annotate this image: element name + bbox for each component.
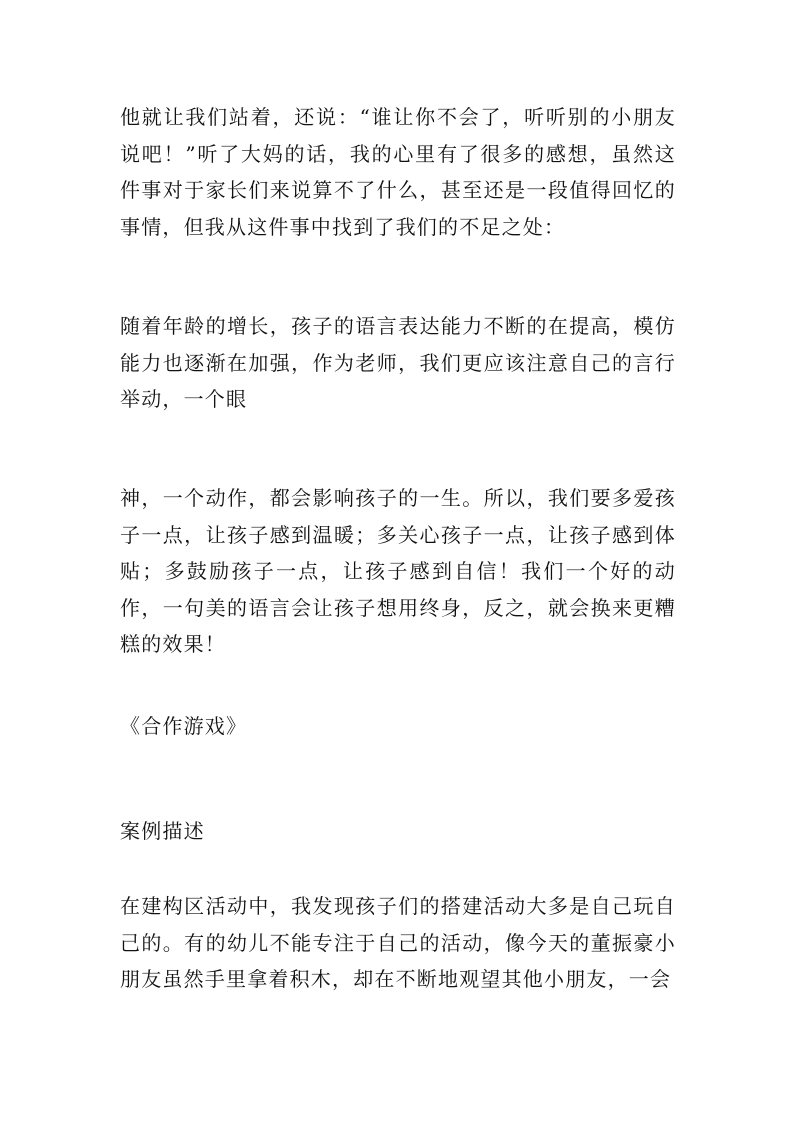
section-heading-case-description: 案例描述	[120, 819, 205, 843]
section-title-cooperative-game: 《合作游戏》	[120, 714, 248, 738]
paragraph-case-description: 在建构区活动中，我发现孩子们的搭建活动大多是自己玩自己的。有的幼儿不能专注于自己的活动，像今天的董振豪小朋友虽然手里拿着积木，却在不断地观望其他小朋友，一会	[120, 894, 676, 991]
paragraph-language-growth: 随着年龄的增长，孩子的语言表达能力不断的在提高，模仿能力也逐渐在加强，作为老师，我们更应该注意自己的言行举动，一个眼	[120, 314, 676, 411]
paragraph-reflection-intro: 他就让我们站着，还说：“谁让你不会了，听听别的小朋友说吧！”听了大妈的话，我的心里有了很多的感想，虽然这件事对于家长们来说算不了什么，甚至还是一段值得回忆的事情，但我从这件事中找到了我们的不足之处：	[120, 105, 676, 239]
paragraph-teacher-influence: 神，一个动作，都会影响孩子的一生。所以，我们要多爱孩子一点，让孩子感到温暖；多关心孩子一点，让孩子感到体贴；多鼓励孩子一点，让孩子感到自信！我们一个好的动作，一句美的语言会让孩子想用终身，反之，就会换来更糟糕的效果！	[120, 486, 676, 656]
